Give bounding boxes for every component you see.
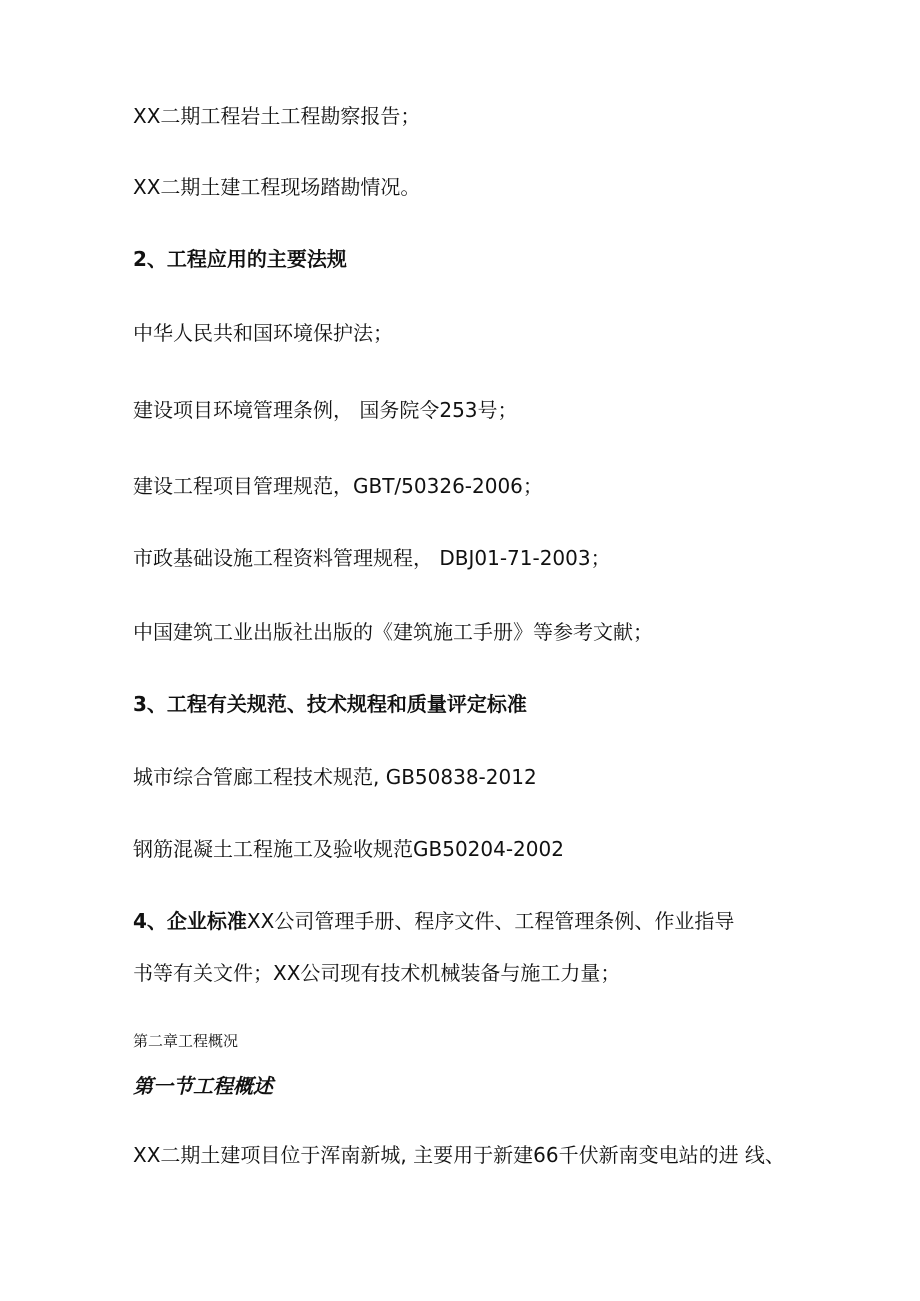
reference-item-survey-report: XX二期工程岩土工程勘察报告；	[133, 104, 421, 128]
section-title: 第一节工程概述	[133, 1074, 273, 1098]
standard-item-concrete: 钢筋混凝土工程施工及验收规范GB50204-2002	[133, 837, 564, 861]
heading-main-regulations: 2、工程应用的主要法规	[133, 247, 347, 271]
enterprise-standards-label: 4、企业标准	[133, 909, 247, 933]
overview-paragraph: XX二期土建项目位于浑南新城, 主要用于新建66千伏新南变电站的进 线、	[133, 1143, 785, 1167]
chapter-title: 第二章工程概况	[133, 1032, 239, 1050]
standard-item-utility-tunnel: 城市综合管廊工程技术规范, GB50838-2012	[133, 765, 537, 789]
regulation-item-construction-handbook: 中国建筑工业出版社出版的《建筑施工手册》等参考文献；	[133, 620, 653, 644]
heading-specifications-standards: 3、工程有关规范、技术规程和质量评定标准	[133, 692, 527, 716]
heading-enterprise-standards	[133, 908, 734, 934]
reference-item-site-survey: XX二期土建工程现场踏勘情况。	[133, 175, 421, 199]
regulation-item-project-management: 建设工程项目管理规范，GBT/50326-2006；	[133, 474, 543, 498]
enterprise-standards-text: XX公司管理手册、程序文件、工程管理条例、作业指导	[246, 909, 735, 933]
regulation-item-municipal-data: 市政基础设施工程资料管理规程， DBJ01-71-2003；	[133, 546, 611, 570]
enterprise-standards-continuation: 书等有关文件；XX公司现有技术机械装备与施工力量；	[133, 961, 621, 985]
regulation-item-environment-law: 中华人民共和国环境保护法；	[133, 321, 393, 345]
regulation-item-env-management: 建设项目环境管理条例， 国务院令253号；	[133, 398, 518, 422]
